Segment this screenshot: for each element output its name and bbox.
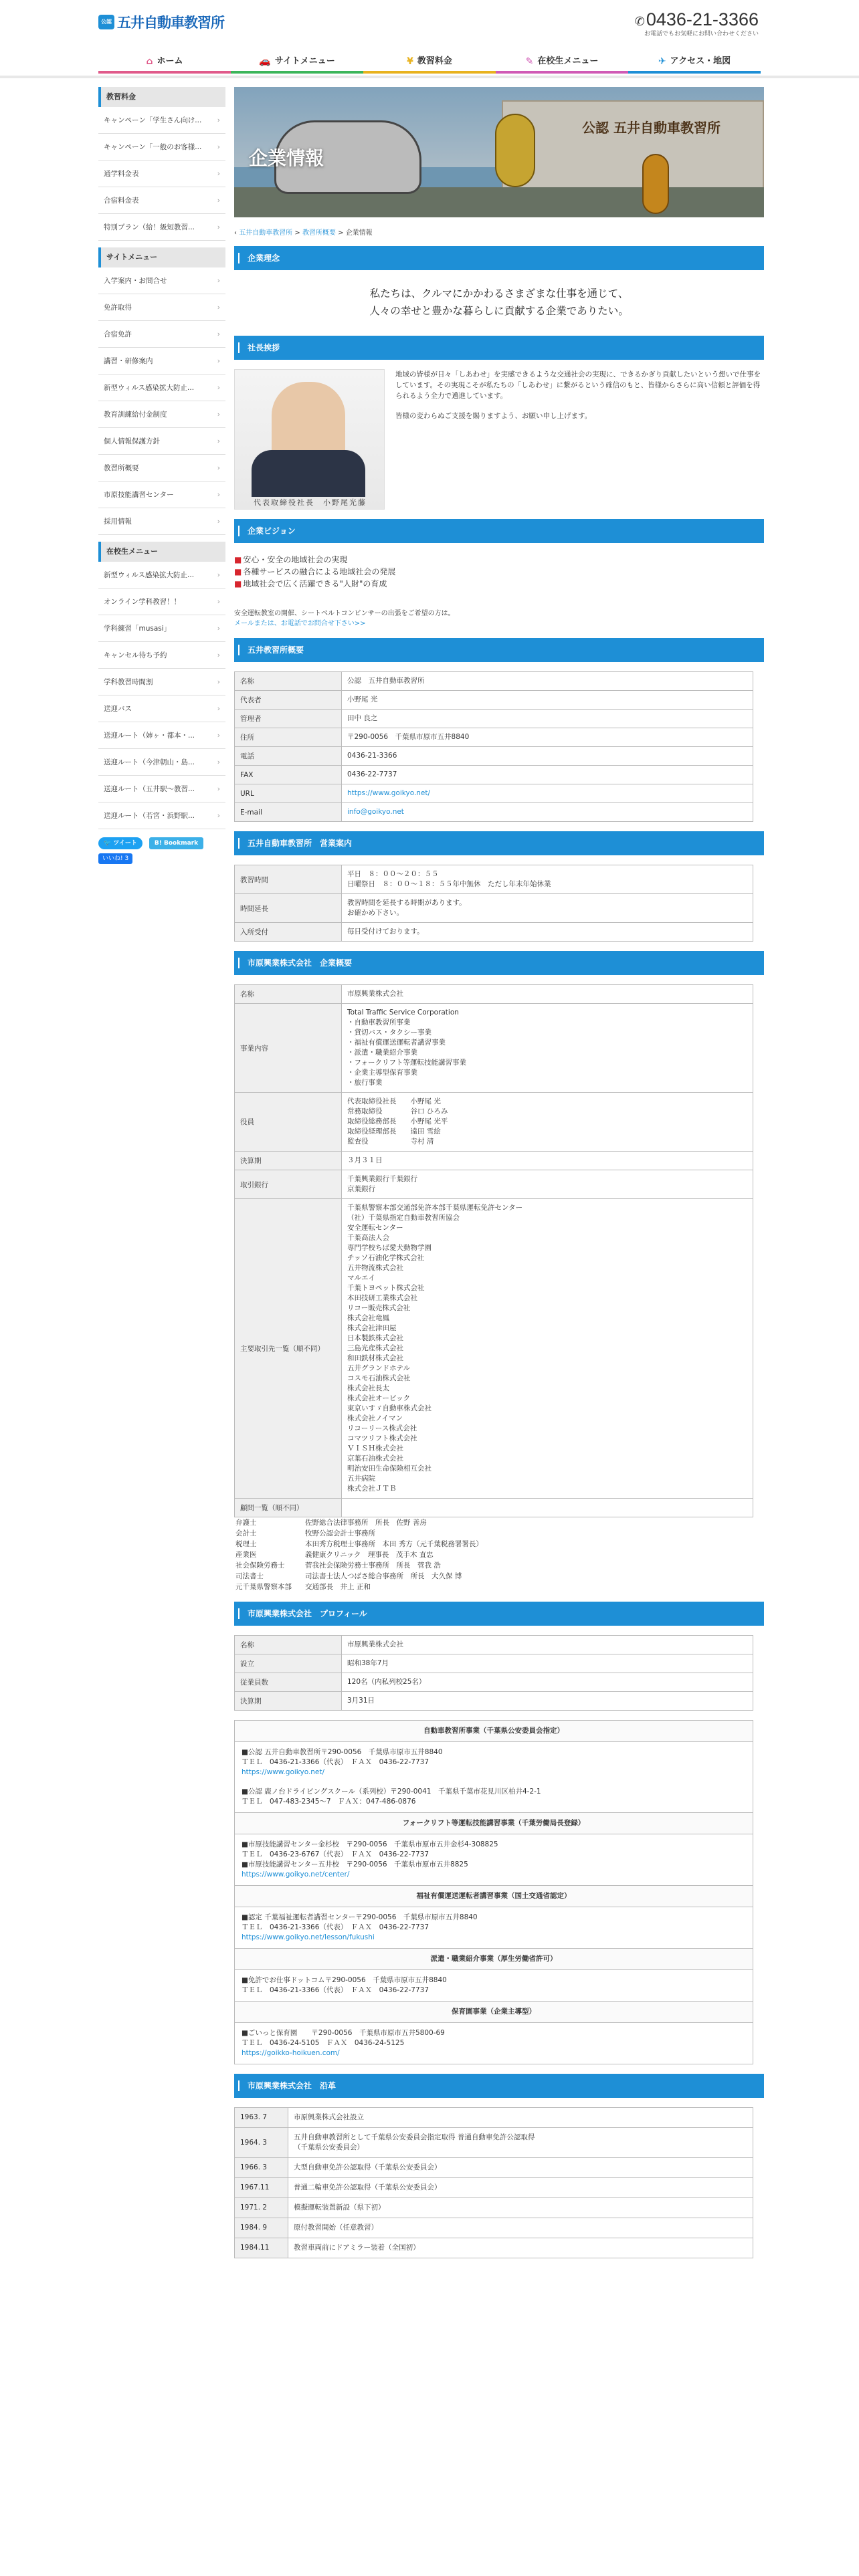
advisors-list: [234, 1517, 764, 1592]
business-text: ■ごいっと保育園 〒290-0056 千葉県市原市五井5800-69 ＴＥＬ 0436-24-5105 ＦＡＸ 0436-24-5125: [242, 2029, 445, 2047]
row-value: 昭和38年7月: [342, 1654, 753, 1673]
history-event: 普通二輪車免許公認取得（千葉県公安委員会）: [288, 2178, 753, 2198]
sidebar-item[interactable]: [98, 401, 225, 428]
gnav-item-2[interactable]: [363, 52, 496, 74]
sidebar-item-label: キャンペーン「一般のお客様...: [104, 143, 202, 151]
row-value: [342, 803, 753, 822]
gnav-item-1[interactable]: [231, 52, 363, 74]
sidebar-item[interactable]: [98, 214, 225, 241]
row-label: URL: [235, 784, 342, 803]
chevron-right-icon: ›: [217, 518, 220, 526]
chevron-right-icon: ›: [217, 758, 220, 766]
section-heading-vision: 企業ビジョン: [234, 519, 764, 543]
chevron-right-icon: ›: [217, 330, 220, 338]
chevron-right-icon: ›: [217, 197, 220, 205]
sidebar-item[interactable]: [98, 428, 225, 455]
sidebar-item-label: 合宿料金表: [104, 197, 139, 205]
row-label: E-mail: [235, 803, 342, 822]
sidebar-item-label: 送迎ルート（今津朝山・島...: [104, 758, 195, 766]
row-value: 平日 ８：００〜２０：５５ 日曜祭日 ８：００〜１８：５５年中無休 ただし年末年始休業: [342, 865, 753, 894]
business-head-row: [235, 1886, 753, 1907]
chevron-right-icon: ›: [217, 223, 220, 231]
advisor-role: 元千葉県警察本部: [235, 1583, 292, 1591]
greeting-paragraph-2: 皆様の変わらぬご支援を賜りますよう、お願い申し上げます。: [395, 412, 592, 420]
chevron-right-icon: ›: [217, 116, 220, 124]
row-value: 3月31日: [342, 1692, 753, 1711]
greeting-text: [395, 369, 764, 510]
row-label: 入所受付: [235, 923, 342, 942]
gnav-item-3[interactable]: [496, 52, 628, 74]
history-event: 大型自動車免許公認取得（千葉県公安委員会）: [288, 2158, 753, 2178]
advisor-name: 義健康クリニック 理事長 茂手木 直忠: [305, 1551, 434, 1559]
corp-table: [234, 984, 753, 1517]
row-value: 代表取締役社長 小野尾 光 常務取締役 谷口 ひろみ 取締役総務部長 小野尾 光平 取締役経理部長 遠田 雪絵 監査役 寺村 清: [342, 1093, 753, 1152]
table-row: [235, 1499, 753, 1517]
sidebar-item[interactable]: [98, 588, 225, 615]
breadcrumb: ‹ 五井自動車教習所 > 教習所概要 > 企業情報: [234, 229, 373, 237]
chevron-right-icon: ›: [217, 678, 220, 686]
vision-list: [234, 554, 764, 590]
row-label: 教習時間: [235, 865, 342, 894]
sidebar-item[interactable]: [98, 669, 225, 695]
sidebar-item[interactable]: [98, 642, 225, 669]
chevron-right-icon: ›: [217, 491, 220, 499]
table-row: [235, 784, 753, 803]
table-row: [235, 672, 753, 691]
chevron-right-icon: ›: [217, 571, 220, 579]
chevron-right-icon: ›: [217, 384, 220, 392]
section-heading-history: 市原興業株式会社 沿革: [234, 2074, 764, 2098]
main-content: [234, 87, 764, 2258]
sidebar-item-label: 特別プラン（給！級短教習...: [104, 223, 195, 231]
business-link[interactable]: https://www.goikyo.net/center/: [242, 1870, 350, 1879]
gnav-label: 教習料金: [417, 56, 452, 66]
advisor-name: 牧野公認会計士事務所: [305, 1529, 375, 1537]
advisor-role: 司法書士: [235, 1572, 264, 1580]
business-head-row: [235, 2002, 753, 2023]
history-date: 1971. 2: [235, 2198, 288, 2218]
business-heading: 派遣・職業紹介事業（厚生労働省許可）: [235, 1949, 753, 1970]
row-value: 0436-22-7737: [342, 766, 753, 784]
row-value: [342, 1499, 753, 1517]
advisor-role: 税理士: [235, 1540, 257, 1548]
row-value: 市原興業株式会社: [342, 985, 753, 1004]
sidebar-item[interactable]: [98, 160, 225, 187]
section-heading-hours: 五井自動車教習所 営業案内: [234, 831, 764, 855]
history-row: [235, 2108, 753, 2128]
sidebar-item[interactable]: [98, 802, 225, 829]
history-table: [234, 2107, 753, 2258]
row-value: 120名（内私列校25名）: [342, 1673, 753, 1692]
advisor-row: [235, 1539, 764, 1549]
sidebar-item-label: 送迎バス: [104, 705, 132, 713]
chevron-right-icon: ›: [217, 357, 220, 365]
gnav-icon: ✎: [525, 56, 534, 67]
business-heading: 保育園事業（企業主導型）: [235, 2002, 753, 2023]
row-value: ３月３１日: [342, 1152, 753, 1170]
sidebar-item-label: 新型ウィルス感染拡大防止...: [104, 571, 195, 579]
business-body: [235, 1834, 753, 1886]
sidebar-item-label: 教育訓練給付金制度: [104, 411, 167, 419]
row-value: 市原興業株式会社: [342, 1636, 753, 1654]
greeting-block: [234, 369, 764, 510]
row-label: 住所: [235, 728, 342, 747]
sidebar-item[interactable]: [98, 722, 225, 749]
tweet-button[interactable]: [98, 837, 142, 849]
row-label: 取引銀行: [235, 1170, 342, 1199]
chevron-right-icon: ›: [217, 598, 220, 606]
advisor-row: [235, 1517, 764, 1528]
business-body: [235, 1907, 753, 1949]
chevron-right-icon: ›: [217, 785, 220, 793]
row-label: 決算期: [235, 1152, 342, 1170]
table-row: [235, 1004, 753, 1093]
sidebar-item-label: 送迎ルート（姉ヶ・都本・...: [104, 732, 195, 740]
site-logo[interactable]: [98, 12, 224, 32]
history-row: [235, 2158, 753, 2178]
advisor-role: 弁護士: [235, 1519, 257, 1527]
history-row: [235, 2238, 753, 2258]
business-text-2: ■公認 鹿ノ台ドライビングスクール（系列校）〒290-0041 千葉県千葉市花見川区柏井4-2-1 ＴＥＬ 047-483-2345〜7 ＦＡＸ：047-486-0876: [242, 1788, 541, 1806]
sidebar-heading-fees: 教習料金: [98, 87, 225, 107]
table-row: [235, 1199, 753, 1499]
business-body-row: [235, 2023, 753, 2064]
sidebar-heading-site-menu: サイトメニュー: [98, 247, 225, 267]
phone-contact[interactable]: [635, 9, 759, 37]
sidebar-item-label: オンライン学科教習！！: [104, 598, 181, 606]
table-row: [235, 1636, 753, 1654]
gnav-icon: 🚗: [259, 56, 271, 67]
chevron-right-icon: ›: [217, 170, 220, 178]
advisor-role: 産業医: [235, 1551, 257, 1559]
sidebar-item-label: 合宿免許: [104, 330, 132, 338]
row-label: 名称: [235, 985, 342, 1004]
sidebar-heading-student-menu: 在校生メニュー: [98, 542, 225, 562]
row-label: 名称: [235, 1636, 342, 1654]
row-value: Total Traffic Service Corporation ・自動車教習所事業 ・貸切バス・タクシー事業 ・福祉有償運送運転者講習事業 ・派遣・職業紹介事業 ・フォークリフト等運転技能講習事業 ・企業主導型保育事業 ・旅行事業: [342, 1004, 753, 1093]
chevron-right-icon: ›: [217, 411, 220, 419]
gnav-label: ホーム: [157, 56, 183, 66]
vision-item: ■ 地域社会で広く活躍できる"人財"の育成: [234, 578, 764, 590]
row-label: 設立: [235, 1654, 342, 1673]
row-label: 管理者: [235, 710, 342, 728]
table-row: [235, 1170, 753, 1199]
page-title: 企業情報: [249, 147, 324, 169]
sidebar-item[interactable]: [98, 695, 225, 722]
history-event: 模擬運転装置新設（県下初）: [288, 2198, 753, 2218]
philosophy-line-1: 私たちは、クルマにかかわるさまざまな仕事を通じて、: [369, 288, 629, 300]
sidebar-item[interactable]: [98, 508, 225, 535]
section-heading-corp: 市原興業株式会社 企業概要: [234, 951, 764, 975]
business-head-row: [235, 1949, 753, 1970]
phone-subtext: お電話でもお気軽にお問い合わせください: [644, 31, 759, 37]
table-row: [235, 728, 753, 747]
business-text: ■市原技能講習センター金杉校 〒290-0056 千葉県市原市五井金杉4-308825 ＴＥＬ 0436-23-6767（代表） ＦＡＸ 0436-22-7737 ■市原技能講習センター五井校 〒290-0056 千葉県市原市五井8825: [242, 1840, 498, 1868]
advisor-row: [235, 1549, 764, 1560]
sidebar-item[interactable]: [98, 562, 225, 588]
sidebar-item-label: 学科練習「musasi」: [104, 625, 171, 633]
philosophy-line-2: 人々の幸せと豊かな暮らしに貢献する企業でありたい。: [369, 305, 629, 317]
sidebar-item[interactable]: [98, 348, 225, 374]
gnav-item-0[interactable]: [98, 52, 231, 74]
sidebar-item-label: 市原技能講習センター: [104, 491, 174, 499]
sidebar-item-label: キャンペーン「学生さん向け...: [104, 116, 202, 124]
history-date: 1984.11: [235, 2238, 288, 2258]
row-value: 千葉興業銀行千葉銀行 京葉銀行: [342, 1170, 753, 1199]
gnav-label: サイトメニュー: [274, 56, 335, 66]
business-head-row: [235, 1813, 753, 1834]
business-text: ■免許でお仕事ドットコム〒290-0056 千葉県市原市五井8840 ＴＥＬ 0436-21-3366（代表） ＦＡＸ 0436-22-7737: [242, 1976, 447, 1994]
history-event: 五井自動車教習所として千葉県公安委員会指定取得 普通自動車免許公認取得 （千葉県公安委員会）: [288, 2128, 753, 2158]
sidebar-item-label: 講習・研修案内: [104, 357, 153, 365]
business-body-row: [235, 1742, 753, 1813]
row-label: 事業内容: [235, 1004, 342, 1093]
row-label: 名称: [235, 672, 342, 691]
chevron-right-icon: ›: [217, 437, 220, 445]
sidebar-item[interactable]: [98, 107, 225, 134]
phone-icon: ✆: [634, 15, 645, 28]
row-value: 公認 五井自動車教習所: [342, 672, 753, 691]
business-heading: 自動車教習所事業（千葉県公安委員会指定）: [235, 1721, 753, 1742]
bookmark-button[interactable]: B! Bookmark: [149, 837, 203, 849]
business-table: [234, 1720, 753, 2064]
profile-table: [234, 1635, 753, 1711]
like-button[interactable]: いいね! 3: [98, 853, 132, 864]
advisor-row: [235, 1528, 764, 1539]
chevron-right-icon: ›: [217, 705, 220, 713]
business-text: ■認定 千葉福祉運転者講習センター〒290-0056 千葉県市原市五井8840 ＴＥＬ 0436-21-3366（代表） ＦＡＸ 0436-22-7737: [242, 1913, 478, 1931]
row-value: 毎日受付けております。: [342, 923, 753, 942]
table-row: [235, 803, 753, 822]
chevron-right-icon: ›: [217, 304, 220, 312]
row-value: 田中 良之: [342, 710, 753, 728]
president-photo: [234, 369, 385, 510]
breadcrumb-home[interactable]: 五井自動車教習所: [239, 229, 293, 237]
business-heading: 福祉有償運送運転者講習事業（国土交通省認定）: [235, 1886, 753, 1907]
row-value: [342, 784, 753, 803]
chevron-right-icon: ›: [217, 277, 220, 285]
vision-item: ■ 安心・安全の地域社会の実現: [234, 554, 764, 566]
history-row: [235, 2198, 753, 2218]
table-row: [235, 691, 753, 710]
row-label: FAX: [235, 766, 342, 784]
gnav-item-4[interactable]: [628, 52, 761, 74]
sidebar-item-label: 個人情報保護方針: [104, 437, 160, 445]
section-heading-profile: 市原興業株式会社 プロフィール: [234, 1602, 764, 1626]
table-row: [235, 1093, 753, 1152]
business-body-row: [235, 1907, 753, 1949]
row-label: 時間延長: [235, 894, 342, 923]
president-caption: 代表取締役社長 小野尾光藤: [254, 498, 367, 507]
table-row: [235, 1673, 753, 1692]
advisor-name: 交通部長 井上 正和: [305, 1583, 371, 1591]
history-event: 市原興業株式会社設立: [288, 2108, 753, 2128]
business-body: [235, 1742, 753, 1813]
chevron-right-icon: ›: [217, 732, 220, 740]
sidebar-item[interactable]: [98, 615, 225, 642]
advisor-name: 本田秀方税理士事務所 本田 秀方（元千葉税務署署長）: [305, 1540, 483, 1548]
advisor-row: [235, 1582, 764, 1592]
business-heading: フォークリフト等運転技能講習事業（千葉労働局長登録）: [235, 1813, 753, 1834]
business-body: [235, 2023, 753, 2064]
table-row: [235, 747, 753, 766]
breadcrumb-current: 企業情報: [345, 229, 373, 237]
gnav-icon: ✈: [658, 56, 666, 67]
chevron-right-icon: ›: [217, 651, 220, 659]
history-date: 1967.11: [235, 2178, 288, 2198]
advisor-role: 会計士: [235, 1529, 257, 1537]
phone-number-text: 0436-21-3366: [646, 9, 759, 29]
business-text: ■公認 五井自動車教習所〒290-0056 千葉県市原市五井8840 ＴＥＬ 0436-21-3366（代表） ＦＡＸ 0436-22-7737: [242, 1748, 443, 1766]
sidebar: [98, 87, 225, 864]
gnav-label: アクセス・地図: [670, 56, 731, 66]
table-row: [235, 766, 753, 784]
hero-banner: [234, 87, 764, 217]
history-row: [235, 2128, 753, 2158]
sidebar-item-label: 学科教習時間割: [104, 678, 153, 686]
twitter-icon: 🐦: [104, 840, 114, 847]
chevron-right-icon: ›: [217, 143, 220, 151]
breadcrumb-parent[interactable]: 教習所概要: [302, 229, 336, 237]
table-row: [235, 1152, 753, 1170]
advisor-role: 社会保険労務士: [235, 1562, 285, 1570]
row-label: 代表者: [235, 691, 342, 710]
history-event: 教習車両前にドアミラー装着（全国初）: [288, 2238, 753, 2258]
table-row: [235, 1654, 753, 1673]
business-link[interactable]: https://www.goikyo.net/lesson/fukushi: [242, 1933, 375, 1941]
row-label: 役員: [235, 1093, 342, 1152]
advisor-row: [235, 1560, 764, 1571]
sidebar-item[interactable]: [98, 321, 225, 348]
site-header: [0, 0, 859, 50]
row-label: 主要取引先一覧（順不同）: [235, 1199, 342, 1499]
advisor-row: [235, 1571, 764, 1582]
business-link[interactable]: https://goikko-hoikuen.com/: [242, 2049, 340, 2057]
row-link[interactable]: https://www.goikyo.net/: [347, 789, 431, 797]
row-label: 電話: [235, 747, 342, 766]
row-value: 千葉県警察本部交通部免許本部千葉県運転免許センター （社）千葉県指定自動車教習所協会 安全運転センター 千葉高法人会 専門学校ちば愛犬動物学園 チッソ石油化学株式会社 五井物流株式会社 マルエイ 千葉トヨペット株式会社 本田技研工業株式会社 リコー販売株式会社 株式会社竜鳳 株式会社津田屋 日本製鉄株式会社 三島光産株式会社 和田鉄材株式会社 五井グランドホテル コスモ石油株式会社 株式会社長太 株式会社オービック 東京いすゞ自動車株式会社 株式会社ノイマン リコーリース株式会社 コマツリフト株式会社 ＶＩＳＨ株式会社 京葉石油株式会社 明治安田生命保険相互会社 五井病院 株式会社ＪＴＢ: [342, 1199, 753, 1499]
sidebar-item[interactable]: [98, 374, 225, 401]
history-date: 1966. 3: [235, 2158, 288, 2178]
sidebar-item[interactable]: [98, 776, 225, 802]
sidebar-item-label: 通学料金表: [104, 170, 139, 178]
contact-note-text: 安全運転教室の開催、シートベルトコンビンサーの出張をご希望の方は。: [234, 610, 455, 617]
sidebar-item-label: 教習所概要: [104, 464, 139, 472]
history-row: [235, 2178, 753, 2198]
table-row: [235, 1692, 753, 1711]
tweet-label: ツイート: [113, 840, 137, 847]
gnav-icon: ¥: [407, 56, 413, 67]
sidebar-item[interactable]: [98, 481, 225, 508]
sidebar-item[interactable]: [98, 134, 225, 160]
row-label: 顧問一覧（順不同）: [235, 1499, 342, 1517]
history-date: 1963. 7: [235, 2108, 288, 2128]
sidebar-item[interactable]: [98, 749, 225, 776]
global-nav: [98, 52, 761, 74]
history-event: 原付教習開始（任意教習）: [288, 2218, 753, 2238]
hours-table: [234, 865, 753, 942]
gnav-icon: ⌂: [146, 56, 153, 67]
table-row: [235, 923, 753, 942]
greeting-paragraph-1: 地域の皆様が日々「しあわせ」を実感できるような交通社会の実現に、できるかぎり貢献したいという想いで仕事をしています。その実現こそが私たちの「しあわせ」に繋がるという確信のもと、皆様からさらに高い信頼と評価を得られるよう全力で邁進しています。: [395, 370, 761, 400]
contact-note: [234, 609, 764, 629]
vision-item: ■ 各種サービスの融合による地域社会の発展: [234, 566, 764, 578]
chevron-right-icon: ›: [217, 812, 220, 820]
table-row: [235, 894, 753, 923]
row-value: 0436-21-3366: [342, 747, 753, 766]
logo-badge: 公認: [98, 15, 114, 29]
row-link[interactable]: info@goikyo.net: [347, 808, 404, 816]
table-row: [235, 710, 753, 728]
logo-text: 五井自動車教習所: [117, 15, 224, 31]
history-date: 1964. 3: [235, 2128, 288, 2158]
sidebar-item[interactable]: [98, 294, 225, 321]
row-value: 〒290-0056 千葉県市原市五井8840: [342, 728, 753, 747]
contact-link[interactable]: メールまたは、お電話でお問合せ下さい>>: [234, 620, 366, 627]
business-body: [235, 1970, 753, 2002]
chevron-right-icon: ›: [217, 464, 220, 472]
advisor-name: 佐野総合法律事務所 所長 佐野 善房: [305, 1519, 427, 1527]
chevron-right-icon: ›: [217, 625, 220, 633]
section-heading-overview: 五井教習所概要: [234, 638, 764, 662]
sidebar-item[interactable]: [98, 455, 225, 481]
nav-divider: [0, 76, 859, 78]
sidebar-item-label: 採用情報: [104, 518, 132, 526]
hero-building-sign: 公認 五井自動車教習所: [582, 120, 721, 136]
business-body-row: [235, 1970, 753, 2002]
social-buttons: [98, 837, 225, 849]
history-row: [235, 2218, 753, 2238]
gnav-label: 在校生メニュー: [537, 56, 599, 66]
sidebar-item-label: 新型ウィルス感染拡大防止...: [104, 384, 195, 392]
history-date: 1984. 9: [235, 2218, 288, 2238]
sidebar-item-label: キャンセル待ち予約: [104, 651, 167, 659]
business-body-row: [235, 1834, 753, 1886]
sidebar-item-label: 入学案内・お問合せ: [104, 277, 167, 285]
sidebar-item[interactable]: [98, 187, 225, 214]
phone-number: [635, 9, 759, 30]
table-row: [235, 985, 753, 1004]
row-value: 教習時間を延長する時期があります。 お確かめ下さい。: [342, 894, 753, 923]
sidebar-item[interactable]: [98, 267, 225, 294]
president-suit: [252, 450, 365, 497]
business-head-row: [235, 1721, 753, 1742]
overview-table: [234, 671, 753, 822]
row-label: 従業員数: [235, 1673, 342, 1692]
advisor-name: 司法書士法人つばさ総合事務所 所長 大久保 博: [305, 1572, 462, 1580]
table-row: [235, 865, 753, 894]
row-label: 決算期: [235, 1692, 342, 1711]
sidebar-item-label: 送迎ルート（若宮・浜野駅...: [104, 812, 195, 820]
sidebar-item-label: 送迎ルート（五井駅〜教習...: [104, 785, 195, 793]
sidebar-item-label: 免許取得: [104, 304, 132, 312]
philosophy-statement: [234, 285, 764, 320]
section-heading-philosophy: 企業理念: [234, 246, 764, 270]
row-value: 小野尾 光: [342, 691, 753, 710]
business-link[interactable]: https://www.goikyo.net/: [242, 1768, 325, 1776]
advisor-name: 菅我社会保険労務士事務所 所長 菅我 浩: [305, 1562, 441, 1570]
section-heading-greeting: 社長挨拶: [234, 336, 764, 360]
